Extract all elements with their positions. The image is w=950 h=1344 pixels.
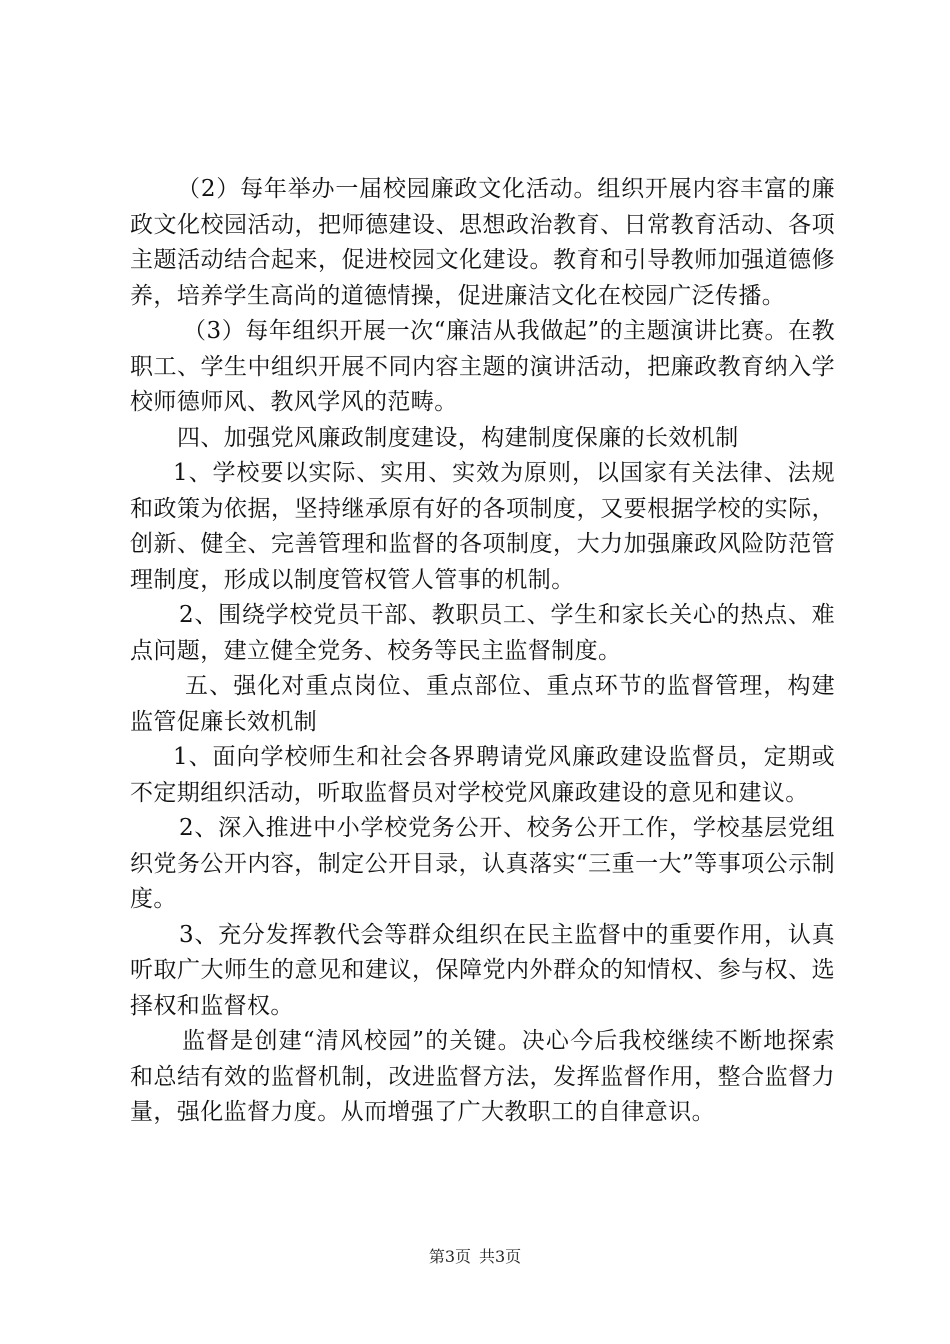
paragraph-speech-contest: （3）每年组织开展一次“廉洁从我做起”的主题演讲比赛。在教职工、学生中组织开展不同内容主题的演讲活动，把廉政教育纳入学校师德师风、教风学风的范畴。 [130,318,835,415]
paragraph-supervisors: 1、面向学校师生和社会各界聘请党风廉政建设监督员，定期或不定期组织活动，听取监督员对学校党风廉政建设的意见和建议。 [130,744,835,806]
section-heading-five: 五、强化对重点岗位、重点部位、重点环节的监督管理，构建监管促廉长效机制 [130,673,835,735]
paragraph-campus-culture-activity: （2）每年举办一届校园廉政文化活动。组织开展内容丰富的廉政文化校园活动，把师德建设、思想政治教育、日常教育活动、各项主题活动结合起来，促进校园文化建设。教育和引导教师加强道德修养，培养学生高尚的道德情操，促进廉洁文化在校园广泛传播。 [130,176,835,309]
page-total: 共3页 [479,1247,522,1266]
document-body [130,172,835,1131]
page-footer [0,1246,950,1268]
page-number: 第3页 [428,1247,471,1266]
paragraph-democratic-supervision: 2、围绕学校党员干部、教职员工、学生和家长关心的热点、难点问题，建立健全党务、校务等民主监督制度。 [130,602,835,664]
paragraph-open-affairs: 2、深入推进中小学校党务公开、校务公开工作，学校基层党组织党务公开内容，制定公开目录，认真落实“三重一大”等事项公示制度。 [130,815,835,912]
paragraph-conclusion: 监督是创建“清风校园”的关键。决心今后我校继续不断地探索和总结有效的监督机制，改进监督方法，发挥监督作用，整合监督力量，强化监督力度。从而增强了广大教职工的自律意识。 [130,1028,835,1125]
section-heading-four: 四、加强党风廉政制度建设，构建制度保廉的长效机制 [177,424,739,451]
paragraph-system-building: 1、学校要以实际、实用、实效为原则，以国家有关法律、法规和政策为依据，坚持继承原有好的各项制度，又要根据学校的实际，创新、健全、完善管理和监督的各项制度，大力加强廉政风险防范管理制度，形成以制度管权管人管事的机制。 [130,460,835,593]
paragraph-staff-congress: 3、充分发挥教代会等群众组织在民主监督中的重要作用，认真听取广大师生的意见和建议，保障党内外群众的知情权、参与权、选择权和监督权。 [130,921,835,1019]
